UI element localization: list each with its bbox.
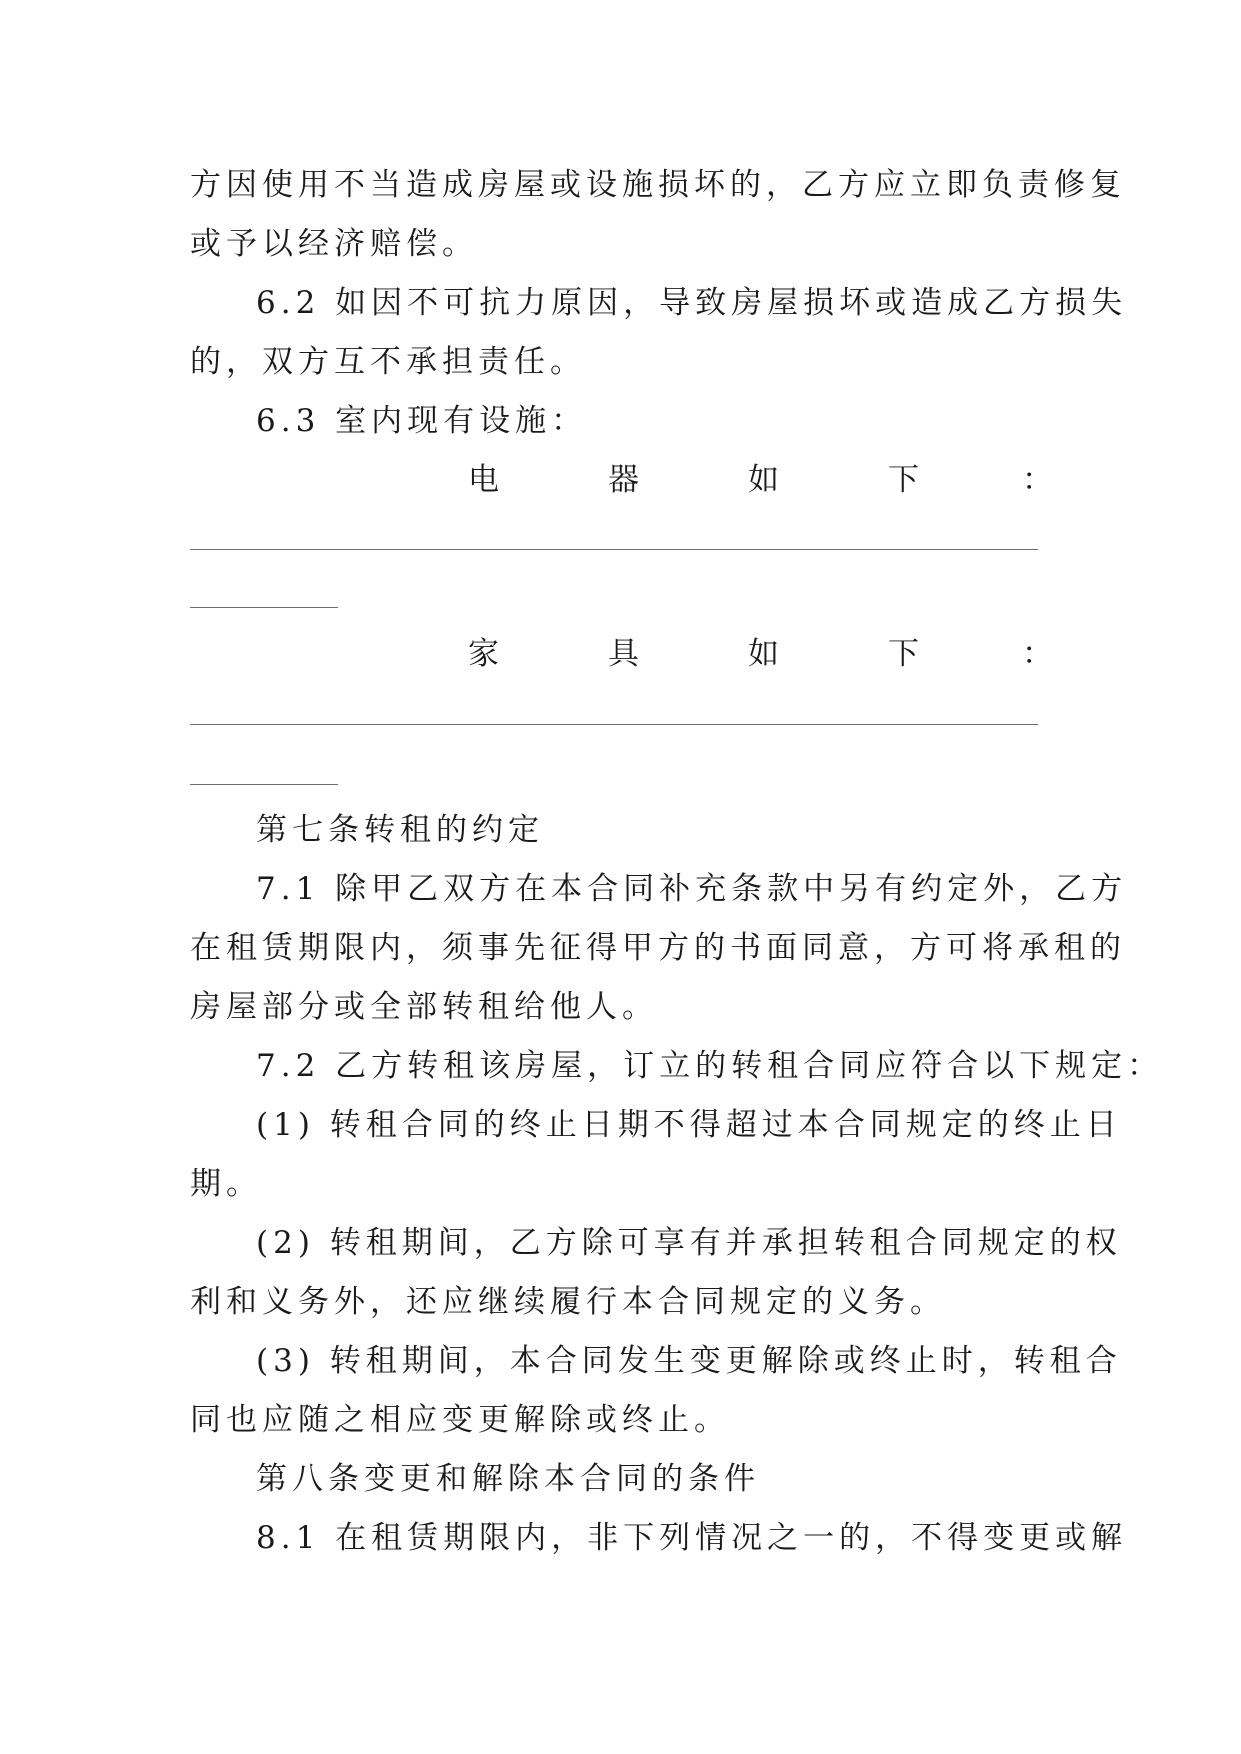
item-2: (2) 转租期间，乙方除可享有并承担转租合同规定的权 bbox=[256, 1225, 1122, 1261]
appliances-char: 如 bbox=[748, 462, 779, 498]
item-3: (3) 转租期间，本合同发生变更解除或终止时，转租合 bbox=[256, 1343, 1122, 1379]
furniture-char: 下 bbox=[888, 636, 919, 672]
blank-fill-line bbox=[190, 724, 1038, 725]
paragraph-line: 方因使用不当造成房屋或设施损坏的，乙方应立即负责修复 bbox=[190, 167, 1126, 203]
paragraph-line: 的，双方互不承担责任。 bbox=[190, 344, 586, 380]
blank-fill-line bbox=[190, 784, 338, 785]
clause-7-1: 7.1 除甲乙双方在本合同补充条款中另有约定外，乙方 bbox=[256, 871, 1128, 907]
clause-6-2: 6.2 如因不可抗力原因，导致房屋损坏或造成乙方损失 bbox=[256, 285, 1128, 321]
article-7-heading: 第七条转租的约定 bbox=[256, 812, 544, 848]
blank-fill-line bbox=[190, 549, 1038, 550]
paragraph-line: 期。 bbox=[190, 1166, 262, 1202]
paragraph-line: 房屋部分或全部转租给他人。 bbox=[190, 989, 658, 1025]
clause-7-2: 7.2 乙方转租该房屋，订立的转租合同应符合以下规定： bbox=[256, 1048, 1164, 1084]
appliances-char: 电 bbox=[468, 462, 499, 498]
furniture-char: ： bbox=[1022, 636, 1053, 672]
appliances-char: 器 bbox=[608, 462, 639, 498]
clause-6-3: 6.3 室内现有设施： bbox=[256, 403, 588, 439]
paragraph-line: 利和义务外，还应继续履行本合同规定的义务。 bbox=[190, 1284, 946, 1320]
furniture-char: 具 bbox=[608, 636, 639, 672]
item-1: (1) 转租合同的终止日期不得超过本合同规定的终止日 bbox=[256, 1107, 1122, 1143]
paragraph-line: 或予以经济赔偿。 bbox=[190, 226, 478, 262]
article-8-heading: 第八条变更和解除本合同的条件 bbox=[256, 1461, 760, 1497]
furniture-char: 如 bbox=[748, 636, 779, 672]
appliances-char: ： bbox=[1022, 462, 1053, 498]
furniture-char: 家 bbox=[468, 636, 499, 672]
paragraph-line: 同也应随之相应变更解除或终止。 bbox=[190, 1402, 730, 1438]
blank-fill-line bbox=[190, 607, 338, 608]
paragraph-line: 在租赁期限内，须事先征得甲方的书面同意，方可将承租的 bbox=[190, 930, 1126, 966]
clause-8-1: 8.1 在租赁期限内，非下列情况之一的，不得变更或解 bbox=[256, 1520, 1128, 1556]
appliances-char: 下 bbox=[888, 462, 919, 498]
